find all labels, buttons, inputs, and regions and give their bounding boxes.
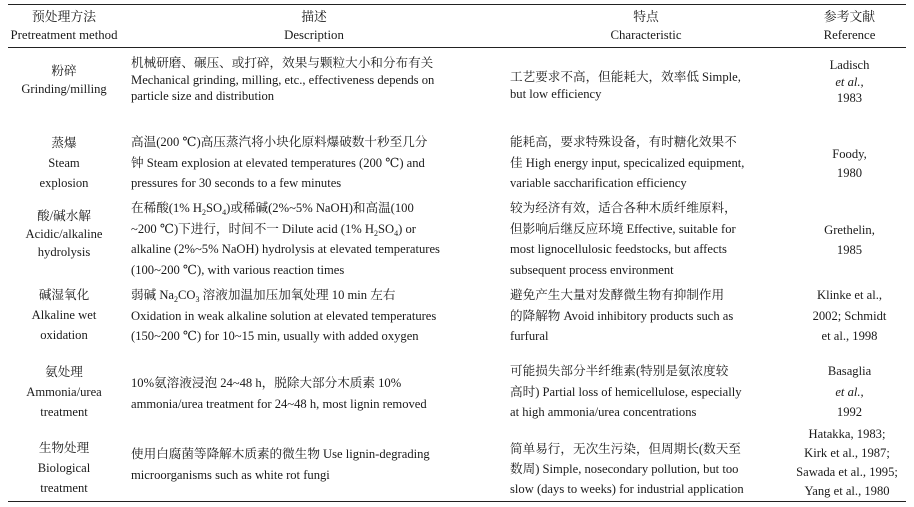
row-steam-characteristic [510,132,782,194]
reference-line: 1992 [836,405,863,419]
row-biological-characteristic [510,439,782,499]
row-wet-oxidation-method [2,285,126,345]
row-ammonia-reference [787,361,912,423]
characteristic-line: 工艺要求不高，但能耗大，效率低 Simple, [510,70,741,84]
row-grinding-characteristic [510,69,782,102]
row-biological-description [131,444,497,486]
characteristic-line: most lignocellulosic feedstocks, but affects [510,242,727,256]
table-header-rule [8,47,906,48]
characteristic-line: 高时) Partial loss of hemicellulose, especially [510,384,742,399]
characteristic-line: but low efficiency [510,86,602,101]
reference-line: 1983 [836,91,863,105]
row-steam-method [2,133,126,193]
description-line: 10%氨溶液浸泡 24~48 h，脱除大部分木质素 10% [131,376,402,390]
characteristic-line: 避免产生大量对发酵微生物有抑制作用 [510,288,725,302]
description-line: particle size and distribution [131,89,275,103]
characteristic-line: at high ammonia/urea concentrations [510,405,697,419]
characteristic-line: furfural [510,329,549,343]
header-reference-zh: 参考文献 [823,10,876,24]
characteristic-line: 佳 High energy input, specicalized equipment, [510,155,745,170]
row-wet-oxidation-characteristic [510,285,782,347]
characteristic-line: slow (days to weeks) for industrial application [510,482,744,496]
row-acid-method [2,207,126,261]
reference-line: Hatakka, 1983; [808,427,886,441]
header-description-zh: 描述 [301,10,327,24]
description-line: (100~200 ℃), with various reaction times [131,262,345,277]
row-ammonia-method [2,362,126,422]
header-method-en: Pretreatment method [10,28,118,42]
method-en: Biological [37,461,91,475]
reference-line: 1980 [836,166,863,180]
characteristic-line: variable saccharification efficiency [510,176,687,190]
method-en: Ammonia/urea [26,385,102,399]
description-line: alkaline (2%~5% NaOH) hydrolysis at elevated temperatures [131,242,440,256]
header-description-en: Description [284,28,344,42]
method-en: hydrolysis [37,245,91,259]
reference-line: 1985 [836,243,863,257]
method-zh: 蒸爆 [51,136,77,150]
row-ammonia-description [131,373,497,415]
description-line: Oxidation in weak alkaline solution at elevated temperatures [131,308,437,323]
characteristic-line: 可能损失部分半纤维素(特别是氨浓度较 [510,364,729,378]
method-zh: 生物处理 [38,441,90,455]
row-grinding-reference [787,57,912,107]
row-biological-reference [780,425,914,501]
description-line: ~200 ℃)下进行，时间不一 Dilute acid (1% $H_2SO_4$) or [131,221,416,238]
characteristic-line: subsequent process environment [510,262,674,277]
reference-line: Foody, [832,147,867,161]
row-ammonia-characteristic [510,361,782,423]
description-line: 钟 Steam explosion at elevated temperatures (200 ℃) and [131,155,425,170]
row-steam-reference [787,145,912,183]
description-line: 机械研磨、碾压、或打碎，效果与颗粒大小和分布有关 [131,56,434,70]
header-characteristic-en: Characteristic [610,28,682,42]
reference-line: Yang et al., 1980 [804,484,890,498]
reference-line: et al., [835,384,864,399]
method-zh: 碱湿氧化 [38,288,90,302]
description-line: 在稀酸(1% $H_2SO_4$)或稀碱(2%~5% NaOH)和高温(100 [131,201,414,217]
table-bottom-rule [8,501,906,502]
description-line: Mechanical grinding, milling, etc., effectiveness depends on [131,72,435,87]
method-en: treatment [40,405,88,419]
description-line: 弱碱 $Na_2CO_3$ 溶液加温加压加氧处理 10 min 左右 [131,288,396,304]
description-line: ammonia/urea treatment for 24~48 h, most lignin removed [131,397,427,411]
method-en: oxidation [40,328,88,342]
method-zh: 粉碎 [51,64,77,78]
row-steam-description [131,132,497,194]
header-method [2,8,126,44]
characteristic-line: 数周) Simple, nosecondary pollution, but too [510,462,739,476]
row-acid-characteristic [510,198,782,280]
reference-line: Ladisch [829,58,870,72]
method-en: explosion [39,176,89,190]
reference-line: Kirk et al., 1987; [804,446,890,460]
header-characteristic-zh: 特点 [633,10,659,24]
characteristic-line: 但影响后继反应环境 Effective, suitable for [510,221,736,236]
method-en: Steam [48,156,80,170]
reference-line: et al., 1998 [821,329,878,343]
header-description [131,8,497,44]
row-biological-method [2,438,126,498]
method-en: Alkaline wet [31,308,97,322]
reference-line: Basaglia [827,364,872,378]
row-acid-description [131,198,497,280]
reference-line: Sawada et al., 1995; [796,465,898,479]
description-line: (150~200 ℃) for 10~15 min, usually with added oxygen [131,329,419,343]
method-zh: 酸/碱水解 [37,209,91,223]
description-line: 高温(200 ℃)高压蒸汽将小块化原料爆破数十秒至几分 [131,135,428,149]
row-wet-oxidation-reference [787,285,912,347]
characteristic-line: 较为经济有效，适合各种木质纤维原料， [510,201,737,215]
description-line: microorganisms such as white rot fungi [131,468,330,482]
reference-line: Klinke et al., [816,288,883,302]
header-reference-en: Reference [823,28,876,42]
description-line: 使用白腐菌等降解木质素的微生物 Use lignin-degrading [131,447,430,461]
header-characteristic [510,8,782,44]
method-en: Acidic/alkaline [25,227,103,241]
reference-line: 2002; Schmidt [812,308,887,323]
row-wet-oxidation-description [131,285,497,347]
method-en: Grinding/milling [21,82,107,96]
row-grinding-method [2,62,126,98]
header-method-zh: 预处理方法 [32,10,96,24]
reference-line: et al., [835,74,864,89]
characteristic-line: 能耗高，要求特殊设备，有时糖化效果不 [510,135,737,149]
characteristic-line: 的降解物 Avoid inhibitory products such as [510,308,734,323]
row-grinding-description [131,55,497,105]
reference-line: Grethelin, [824,223,875,237]
method-en: treatment [40,481,88,495]
method-zh: 氨处理 [45,365,83,379]
table-top-rule [8,4,906,5]
description-line: pressures for 30 seconds to a few minutes [131,176,342,190]
characteristic-line: 简单易行，无次生污染，但周期长(数天至 [510,442,741,456]
row-acid-reference [787,220,912,260]
header-reference [787,8,912,44]
